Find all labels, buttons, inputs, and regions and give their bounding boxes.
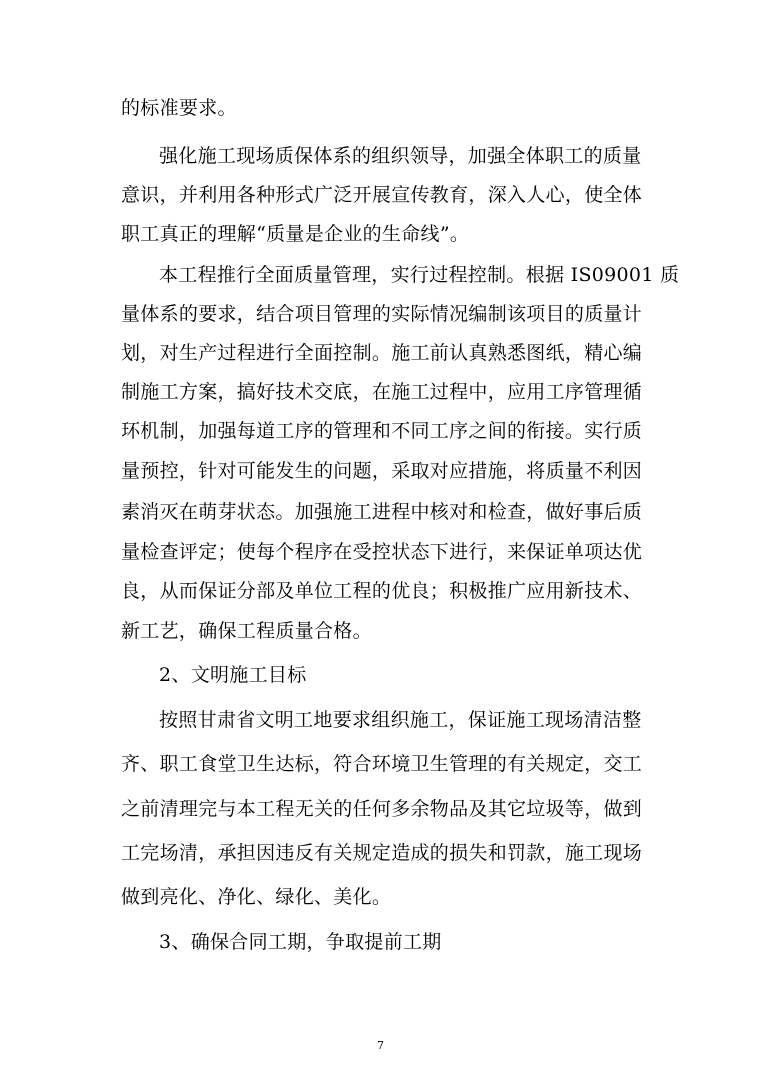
paragraph-start-line: 按照甘肃省文明工地要求组织施工，保证施工现场清洁整 [159, 709, 642, 731]
text-line: 良，从而保证分部及单位工程的优良；积极推广应用新技术、 [121, 580, 643, 602]
text-line: 工完场清，承担因违反有关规定造成的损失和罚款，施工现场 [121, 842, 643, 864]
paragraph-start-line: 强化施工现场质保体系的组织领导，加强全体职工的质量 [159, 145, 642, 167]
text-line: 量预控，针对可能发生的问题，采取对应措施，将质量不利因 [121, 460, 643, 482]
text-line: 职工真正的理解“质量是企业的生命线”。 [121, 223, 470, 245]
text-line: 环机制，加强每道工序的管理和不同工序之间的衔接。实行质 [121, 420, 643, 442]
section-heading-line: 3、确保合同工期，争取提前工期 [159, 931, 442, 953]
text-line: 量体系的要求，结合项目管理的实际情况编制该项目的质量计 [121, 303, 643, 325]
text-line: 的标准要求。 [121, 97, 237, 119]
paragraph-start-line: 本工程推行全面质量管理，实行过程控制。根据 IS09001 质 [159, 264, 680, 286]
section-heading-line: 2、文明施工目标 [159, 664, 307, 686]
text-line: 划，对生产过程进行全面控制。施工前认真熟悉图纸，精心编 [121, 342, 643, 364]
text-line: 制施工方案，搞好技术交底，在施工过程中，应用工序管理循 [121, 381, 643, 403]
text-line: 量检查评定；使每个程序在受控状态下进行，来保证单项达优 [121, 541, 643, 563]
text-line: 素消灭在萌芽状态。加强施工进程中核对和检查，做好事后质 [121, 501, 643, 523]
text-line: 新工艺，确保工程质量合格。 [121, 620, 372, 642]
text-line: 齐、职工食堂卫生达标，符合环境卫生管理的有关规定，交工 [121, 753, 643, 775]
page-number: 7 [377, 1039, 384, 1052]
text-line: 之前清理完与本工程无关的任何多余物品及其它垃圾等，做到 [121, 798, 643, 820]
text-line: 做到亮化、净化、绿化、美化。 [121, 886, 392, 908]
text-line: 意识，并利用各种形式广泛开展宣传教育，深入人心，使全体 [121, 184, 643, 206]
